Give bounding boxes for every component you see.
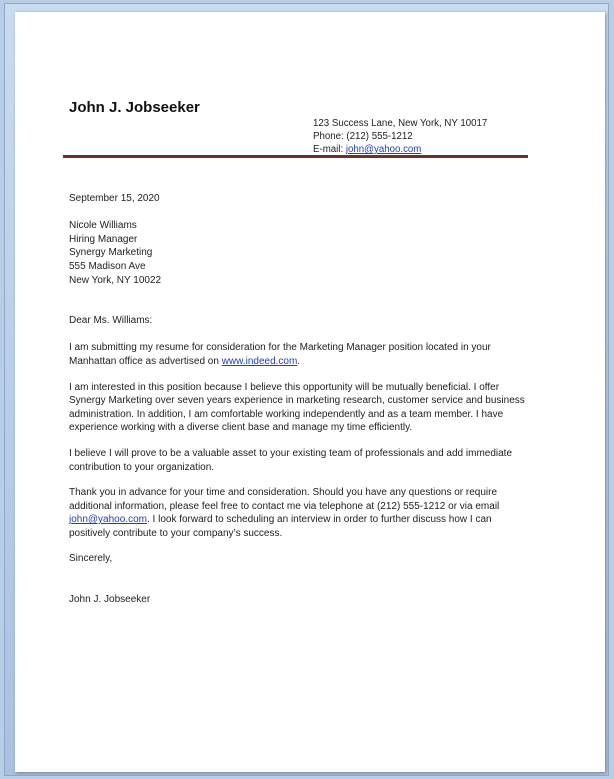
paragraph-1-text: I am submitting my resume for consideration for the Marketing Manager position located in your Manhattan office as advertised on: [69, 342, 491, 367]
sender-address: 123 Success Lane, New York, NY 10017: [313, 118, 488, 129]
recipient-street: 555 Madison Ave: [69, 260, 146, 272]
paragraph-4-text: Thank you in advance for your time and consideration. Should you have any questions or require additional information, please feel free to contact me via telephone at (212) 555-1212 or via email: [69, 487, 500, 512]
email-link-inline[interactable]: john@yahoo.com: [69, 514, 147, 526]
recipient-name: Nicole Williams: [69, 220, 137, 232]
recipient-city: New York, NY 10022: [69, 274, 162, 286]
letter-date: September 15, 2020: [69, 193, 160, 204]
paragraph-1: [69, 341, 529, 368]
sender-contact-block: [313, 117, 487, 156]
recipient-address: [69, 219, 529, 287]
header-divider: [63, 155, 528, 158]
recipient-company: Synergy Marketing: [69, 247, 153, 259]
recipient-title: Hiring Manager: [69, 233, 138, 245]
closing: Sincerely,: [69, 553, 113, 565]
salutation: Dear Ms. Williams:: [69, 315, 153, 327]
signature-name: John J. Jobseeker: [69, 594, 151, 606]
paragraph-1-end: .: [297, 355, 301, 367]
paragraph-2: I am interested in this position because I believe this opportunity will be mutually beneficial. I offer Synergy Marketing over seven years experience in marketing research, customer service and business administration. In addition, I am comfortable working independently and as a team member. I have experience working with a diverse client base and manage my time efficiently.: [69, 381, 525, 434]
paragraph-4: [69, 486, 529, 540]
paragraph-3: I believe I will prove to be a valuable asset to your existing team of professionals and add immediate contribution to your organization.: [69, 447, 513, 473]
email-label: E-mail:: [313, 144, 346, 155]
sender-phone: Phone: (212) 555-1212: [313, 131, 413, 142]
sender-email-link[interactable]: john@yahoo.com: [345, 144, 422, 155]
paragraph-4-end: . I look forward to scheduling an interview in order to further discuss how I can positively contribute to your company’s success.: [69, 514, 492, 539]
indeed-link[interactable]: www.indeed.com: [221, 355, 298, 367]
letter-body: [69, 192, 529, 607]
sender-name: John J. Jobseeker: [69, 99, 200, 116]
